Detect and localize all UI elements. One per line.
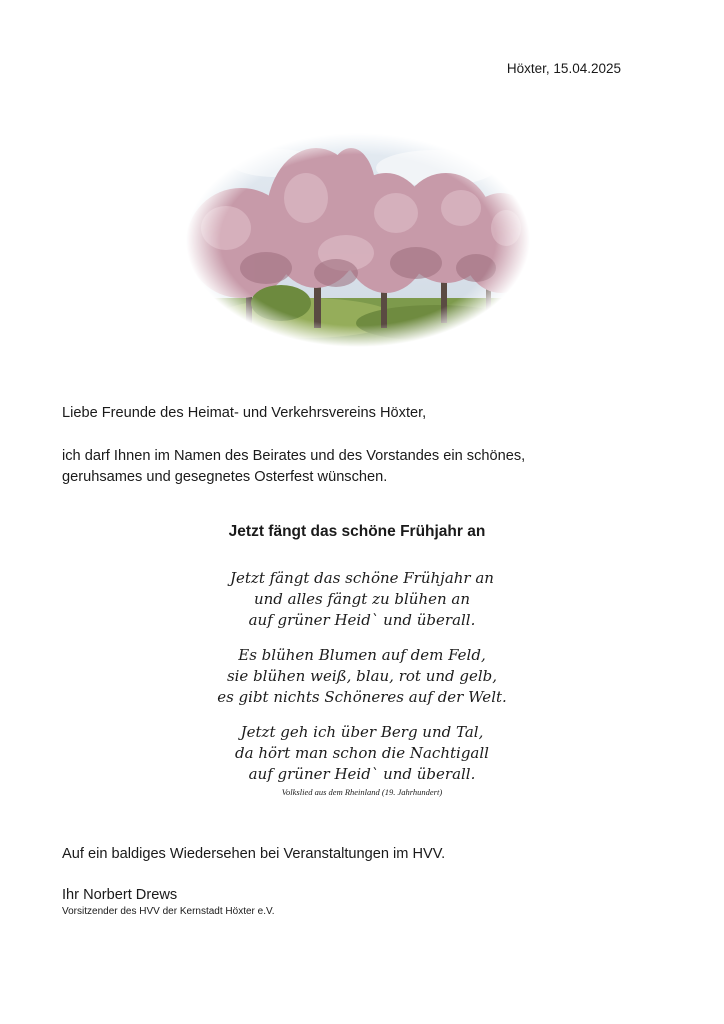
poem-line: sie blühen weiß, blau, rot und gelb, (226, 667, 498, 685)
poem-line: auf grüner Heid` und überall. (248, 765, 476, 783)
letter-closing: Auf ein baldiges Wiedersehen bei Veranstaltungen im HVV. (62, 846, 446, 862)
poem-line: Es blühen Blumen auf dem Feld, (238, 646, 486, 664)
poem-stanza (0, 645, 724, 708)
poem-stanza (0, 568, 724, 631)
poem-line: da hört man schon die Nachtigall (235, 744, 489, 762)
place-date: Höxter, 15.04.2025 (506, 61, 621, 76)
blossoming-trees-image (186, 133, 530, 347)
poem-stanza (0, 722, 724, 785)
poem-source: Volkslied aus dem Rheinland (19. Jahrhundert) (281, 787, 443, 797)
poem-line: es gibt nichts Schöneres auf der Welt. (217, 688, 507, 706)
poem-line: und alles fängt zu blühen an (253, 590, 471, 608)
poem-title: Jetzt fängt das schöne Frühjahr an (228, 523, 486, 540)
intro-line: ich darf Ihnen im Namen des Beirates und des Vorstandes ein schönes, (62, 448, 526, 464)
poem (0, 568, 724, 798)
signature-title: Vorsitzender des HVV der Kernstadt Höxter e.V. (62, 906, 275, 917)
poem-line: auf grüner Heid` und überall. (248, 611, 476, 629)
poem-line: Jetzt geh ich über Berg und Tal, (240, 723, 484, 741)
letter-intro (62, 446, 662, 488)
letter-greeting: Liebe Freunde des Heimat- und Verkehrsvereins Höxter, (62, 405, 427, 421)
poem-line: Jetzt fängt das schöne Frühjahr an (230, 569, 494, 587)
signature-name: Ihr Norbert Drews (62, 887, 178, 903)
intro-line: geruhsames und gesegnetes Osterfest wünschen. (62, 469, 388, 485)
